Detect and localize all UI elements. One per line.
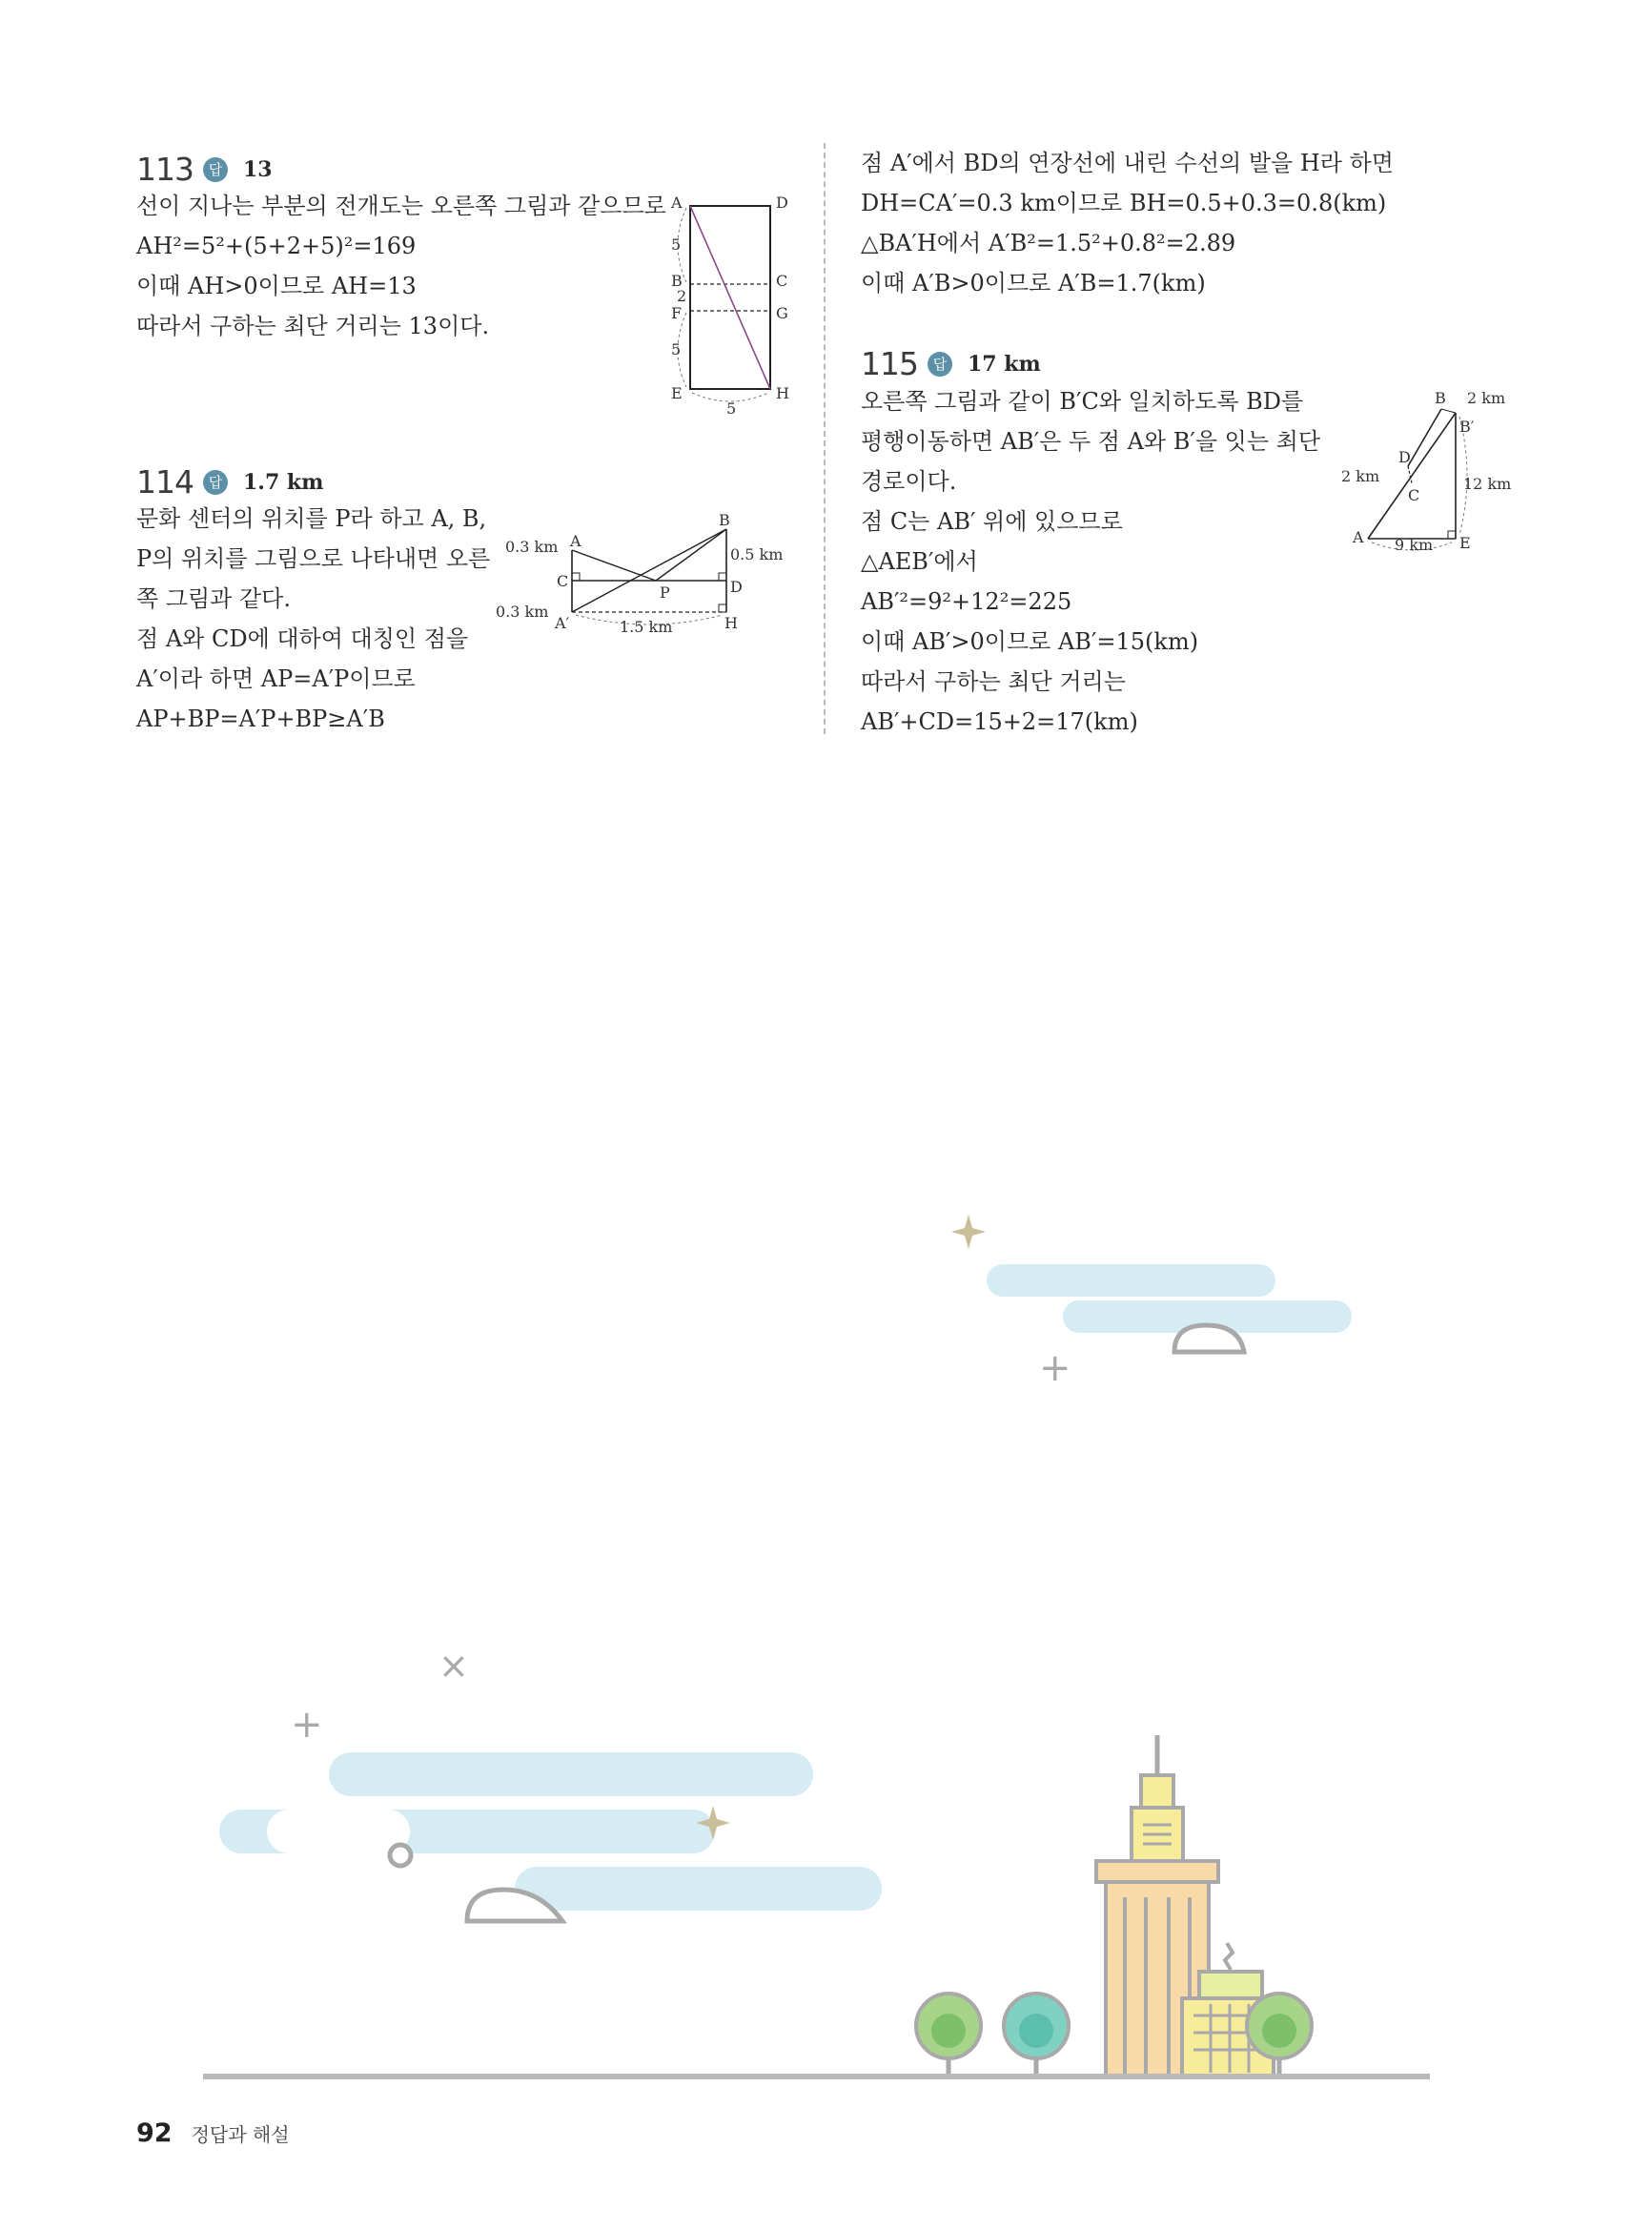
page-number: 92 xyxy=(136,2118,173,2148)
label-b: B xyxy=(719,511,730,529)
label-0.5km: 0.5 km xyxy=(730,545,784,563)
p114-line-4: 점 A와 CD에 대하여 대칭인 점을 xyxy=(136,625,469,652)
label-a: A xyxy=(1353,528,1364,546)
label-h: H xyxy=(776,384,789,402)
label-12km: 12 km xyxy=(1463,475,1512,493)
label-5-bottom: 5 xyxy=(671,340,682,358)
label-0.3km-top: 0.3 km xyxy=(505,538,559,556)
problem-114-header xyxy=(136,463,323,501)
answer-value: 1.7 km xyxy=(243,469,324,495)
p114-line-3: 쪽 그림과 같다. xyxy=(136,585,291,612)
label-2km-left: 2 km xyxy=(1341,467,1380,485)
answer-badge: 답 xyxy=(928,352,952,377)
label-c: C xyxy=(1408,486,1420,504)
problem-113-header xyxy=(136,151,273,188)
label-f: F xyxy=(671,304,683,322)
label-a: A xyxy=(671,194,683,212)
p113-line-2: AH²=5²+(5+2+5)²=169 xyxy=(136,233,417,259)
p115-line-3: 경로이다. xyxy=(861,468,957,495)
answer-value: 17 km xyxy=(968,351,1041,377)
tree-icon xyxy=(916,1994,981,2077)
label-a: A xyxy=(570,532,581,550)
label-h: H xyxy=(724,614,738,632)
cross-icon: × xyxy=(438,1645,469,1687)
answer-badge: 답 xyxy=(203,157,228,182)
problem-number: 114 xyxy=(136,463,194,501)
p113-line-4: 따라서 구하는 최단 거리는 13이다. xyxy=(136,313,490,339)
p115-line-2: 평행이동하면 AB′은 두 점 A와 B′을 잇는 최단 xyxy=(861,428,1320,455)
p115-line-1: 오른쪽 그림과 같이 B′C와 일치하도록 BD를 xyxy=(861,388,1304,415)
circle-icon xyxy=(390,1845,411,1866)
answer-value: 13 xyxy=(243,156,273,182)
column-divider xyxy=(824,143,826,734)
label-e: E xyxy=(671,384,683,402)
label-d: D xyxy=(1398,448,1411,466)
label-2km-top: 2 km xyxy=(1467,389,1506,407)
label-c: C xyxy=(557,572,569,590)
p115-line-8: 따라서 구하는 최단 거리는 xyxy=(861,668,1126,695)
cloud-band xyxy=(515,1867,882,1911)
label-d: D xyxy=(776,194,788,212)
problem-number: 113 xyxy=(136,151,194,188)
label-p: P xyxy=(660,583,670,602)
answer-badge: 답 xyxy=(203,470,228,495)
city-illustration xyxy=(0,1173,1652,2107)
p114-cont-line-3: △BA′H에서 A′B²=1.5²+0.8²=2.89 xyxy=(861,230,1236,256)
plus-icon: + xyxy=(291,1703,323,1747)
label-5-top: 5 xyxy=(671,235,682,254)
plus-icon: + xyxy=(1039,1346,1071,1390)
p114-line-1: 문화 센터의 위치를 P라 하고 A, B, xyxy=(136,505,487,532)
label-b: B xyxy=(1435,389,1446,407)
net-diagram-113 xyxy=(658,191,801,419)
p114-cont-line-2: DH=CA′=0.3 km이므로 BH=0.5+0.3=0.8(km) xyxy=(861,190,1387,216)
label-b-prime: B′ xyxy=(1459,418,1475,436)
cloud-band xyxy=(329,1752,813,1796)
label-1.5km: 1.5 km xyxy=(620,618,673,636)
label-c: C xyxy=(776,272,788,290)
p114-line-2: P의 위치를 그림으로 나타내면 오른 xyxy=(136,545,491,572)
p115-line-9: AB′+CD=15+2=17(km) xyxy=(861,708,1138,735)
page-footer xyxy=(136,2118,290,2148)
label-e: E xyxy=(1459,534,1471,552)
problem-number: 115 xyxy=(861,345,918,382)
label-5-width: 5 xyxy=(726,399,737,418)
footer-title: 정답과 해설 xyxy=(191,2123,290,2146)
triangle-diagram-115 xyxy=(1339,386,1530,563)
tree-icon xyxy=(1004,1994,1069,2077)
label-9km: 9 km xyxy=(1395,536,1434,554)
p113-line-1: 선이 지나는 부분의 전개도는 오른쪽 그림과 같으므로 xyxy=(136,193,666,219)
label-b: B xyxy=(671,272,683,290)
p114-cont-line-4: 이때 A′B>0이므로 A′B=1.7(km) xyxy=(861,270,1206,297)
cloud-band xyxy=(987,1264,1275,1297)
p113-line-3: 이때 AH>0이므로 AH=13 xyxy=(136,273,417,299)
label-a-prime: A′ xyxy=(555,614,570,632)
map-diagram-114 xyxy=(496,510,791,644)
p115-line-5: △AEB′에서 xyxy=(861,548,978,575)
p115-line-4: 점 C는 AB′ 위에 있으므로 xyxy=(861,508,1123,535)
p114-cont-line-1: 점 A′에서 BD의 연장선에 내린 수선의 발을 H라 하면 xyxy=(861,150,1394,176)
label-g: G xyxy=(776,304,788,322)
shortest-path-line xyxy=(690,206,770,389)
sparkle-icon xyxy=(951,1215,986,1249)
p115-line-7: 이때 AB′>0이므로 AB′=15(km) xyxy=(861,628,1199,655)
label-d: D xyxy=(730,578,743,596)
problem-115-header xyxy=(861,345,1041,382)
p114-line-5: A′이라 하면 AP=A′P이므로 xyxy=(136,665,416,692)
label-0.3km-bottom: 0.3 km xyxy=(496,603,549,621)
p115-line-6: AB′²=9²+12²=225 xyxy=(861,588,1072,615)
p114-line-6: AP+BP=A′P+BP≥A′B xyxy=(136,706,385,732)
label-2: 2 xyxy=(677,287,687,305)
